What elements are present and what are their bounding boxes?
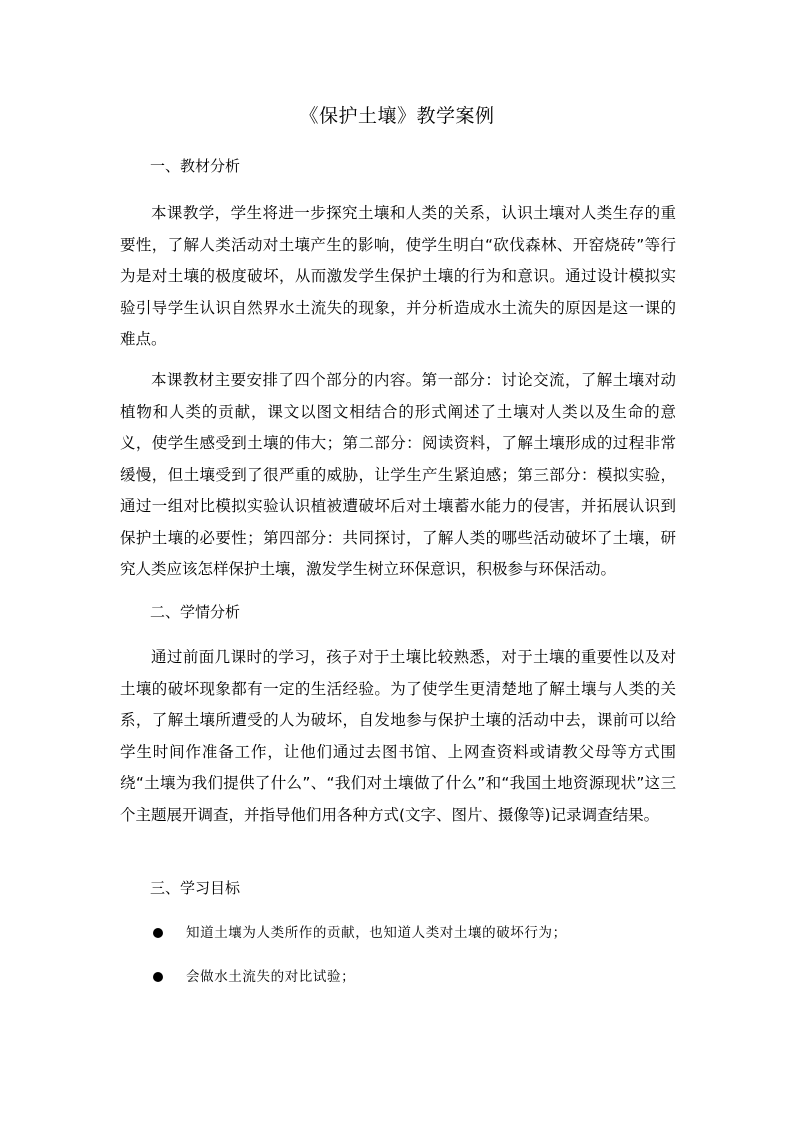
learning-objectives-list [150,920,670,1008]
bullet-icon [153,972,163,982]
section-heading-learner-analysis: 二、学情分析 [150,603,241,621]
list-item-text: 会做水土流失的对比试验； [186,969,356,985]
paragraph-textbook-analysis-1: 本课教学，学生将进一步探究土壤和人类的关系，认识土壤对人类生存的重要性，了解人类活动对土壤产生的影响，使学生明白“砍伐森林、开窑烧砖”等行为是对土壤的极度破坏，从而激发学生保护土壤的行为和意识。通过设计模拟实验引导学生认识自然界水土流失的现象，并分析造成水土流失的原因是这一课的难点。 [120,204,676,348]
list-item [150,964,670,1008]
paragraph-textbook-analysis-2: 本课教材主要安排了四个部分的内容。第一部分：讨论交流，了解土壤对动植物和人类的贡献，课文以图文相结合的形式阐述了土壤对人类以及生命的意义，使学生感受到土壤的伟大；第二部分：阅读资料，了解土壤形成的过程非常缓慢，但土壤受到了很严重的威胁，让学生产生紧迫感；第三部分：模拟实验，通过一组对比模拟实验认识植被遭破坏后对土壤蓄水能力的侵害，并拓展认识到保护土壤的必要性；第四部分：共同探讨，了解人类的哪些活动破坏了土壤，研究人类应该怎样保护土壤，激发学生树立环保意识，积极参与环保活动。 [120,371,676,578]
list-item [150,920,670,964]
paragraph-learner-analysis: 通过前面几课时的学习，孩子对于土壤比较熟悉，对于土壤的重要性以及对土壤的破坏现象都有一定的生活经验。为了使学生更清楚地了解土壤与人类的关系，了解土壤所遭受的人为破坏，自发地参与保护土壤的活动中去，课前可以给学生时间作准备工作，让他们通过去图书馆、上网查资料或请教父母等方式围绕“土壤为我们提供了什么”、“我们对土壤做了什么”和“我国土地资源现状”这三个主题展开调查，并指导他们用各种方式(文字、图片、摄像等)记录调查结果。 [120,648,676,824]
bullet-icon [153,928,163,938]
section-heading-learning-objectives: 三、学习目标 [150,879,241,897]
section-heading-textbook-analysis: 一、教材分析 [150,157,241,175]
list-item-text: 知道土壤为人类所作的贡献，也知道人类对土壤的破坏行为； [186,925,567,941]
document-title: 《保护土壤》教学案例 [299,105,495,127]
